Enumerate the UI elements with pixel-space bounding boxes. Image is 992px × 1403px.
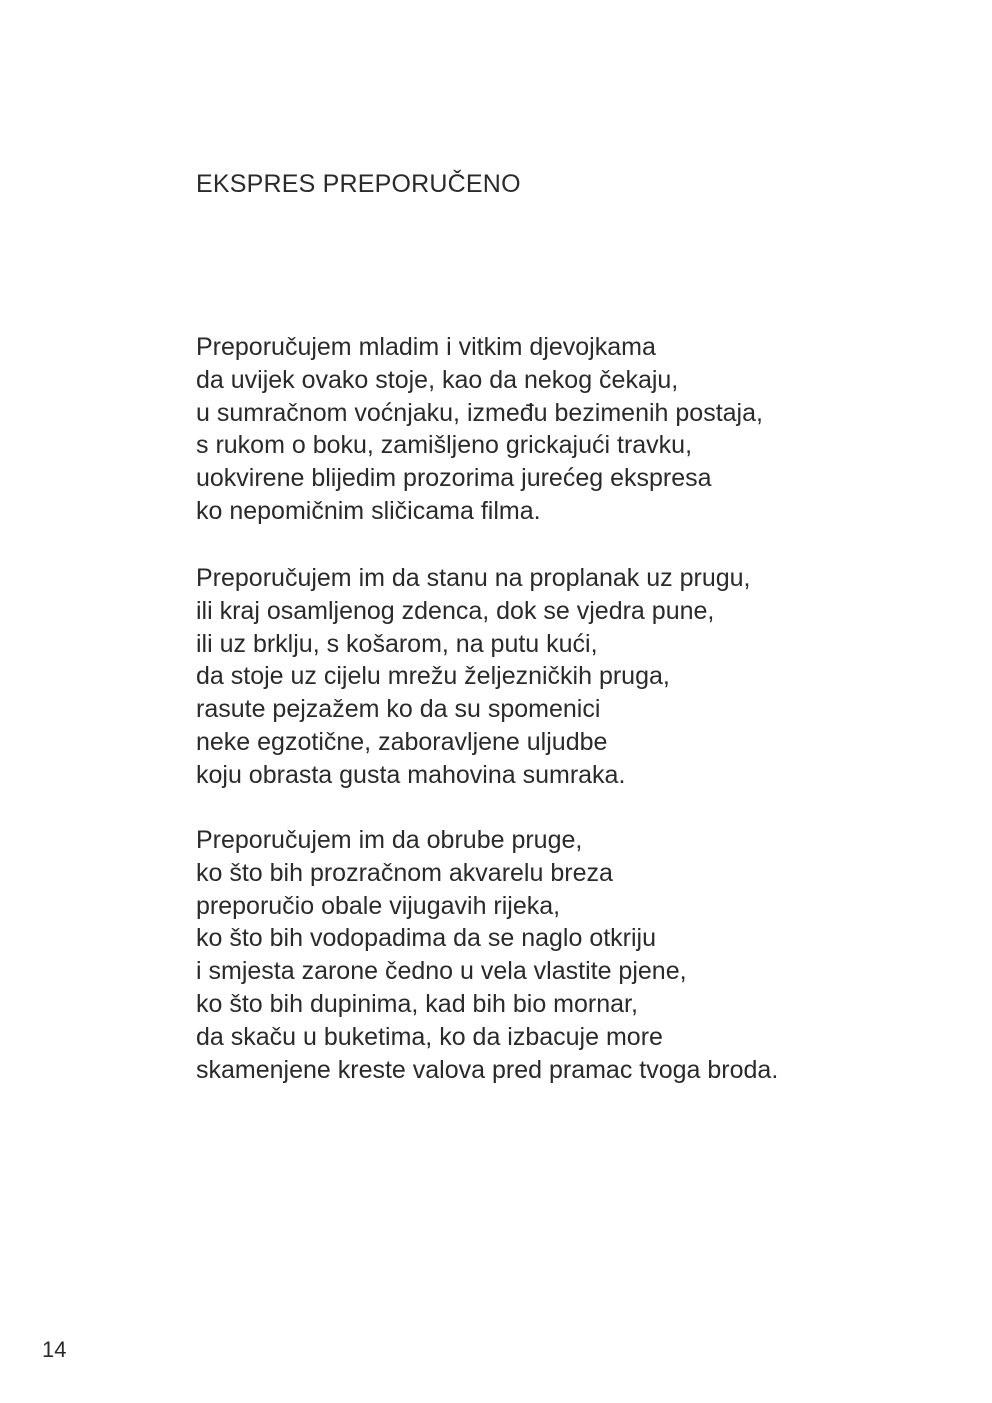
poem-line: u sumračnom voćnjaku, između bezimenih postaja, — [196, 398, 763, 427]
poem-stanza-2 — [196, 562, 751, 792]
poem-line: Preporučujem mladim i vitkim djevojkama — [196, 333, 656, 361]
poem-line: ko nepomičnim sličicama filma. — [196, 496, 541, 525]
poem-line: da skaču u buketima, ko da izbacuje more — [196, 1022, 663, 1051]
poem-stanza-1 — [196, 331, 763, 528]
poem-line: rasute pejzažem ko da su spomenici — [196, 695, 601, 724]
poem-line: uokvirene blijedim prozorima jurećeg ekspresa — [196, 464, 712, 493]
poem-title: EKSPRES PREPORUČENO — [196, 170, 521, 198]
poem-line: skamenjene kreste valova pred pramac tvoga broda. — [196, 1055, 779, 1084]
poem-stanza-3 — [196, 824, 778, 1086]
poem-line: ko što bih vodopadima da se naglo otkriju — [196, 924, 657, 953]
poem-line: da stoje uz cijelu mrežu željezničkih pruga, — [196, 662, 670, 691]
poem-line: preporučio obale vijugavih rijeka, — [196, 891, 561, 920]
poem-line: ko što bih prozračnom akvarelu breza — [196, 858, 613, 887]
poem-line: neke egzotične, zaboravljene uljudbe — [196, 727, 608, 756]
poem-line: i smjesta zarone čedno u vela vlastite pjene, — [196, 957, 687, 986]
poem-line: da uvijek ovako stoje, kao da nekog čekaju, — [196, 365, 679, 394]
poem-line: Preporučujem im da obrube pruge, — [196, 826, 583, 854]
poem-line: ili kraj osamljenog zdenca, dok se vjedra pune, — [196, 596, 715, 625]
poem-line: ili uz brklju, s košarom, na putu kući, — [196, 629, 598, 658]
page-number: 14 — [42, 1337, 67, 1362]
poem-line: koju obrasta gusta mahovina sumraka. — [196, 760, 626, 789]
poem-line: ko što bih dupinima, kad bih bio mornar, — [196, 989, 638, 1018]
poem-line: s rukom o boku, zamišljeno grickajući travku, — [196, 431, 693, 460]
poem-line: Preporučujem im da stanu na proplanak uz prugu, — [196, 564, 751, 592]
